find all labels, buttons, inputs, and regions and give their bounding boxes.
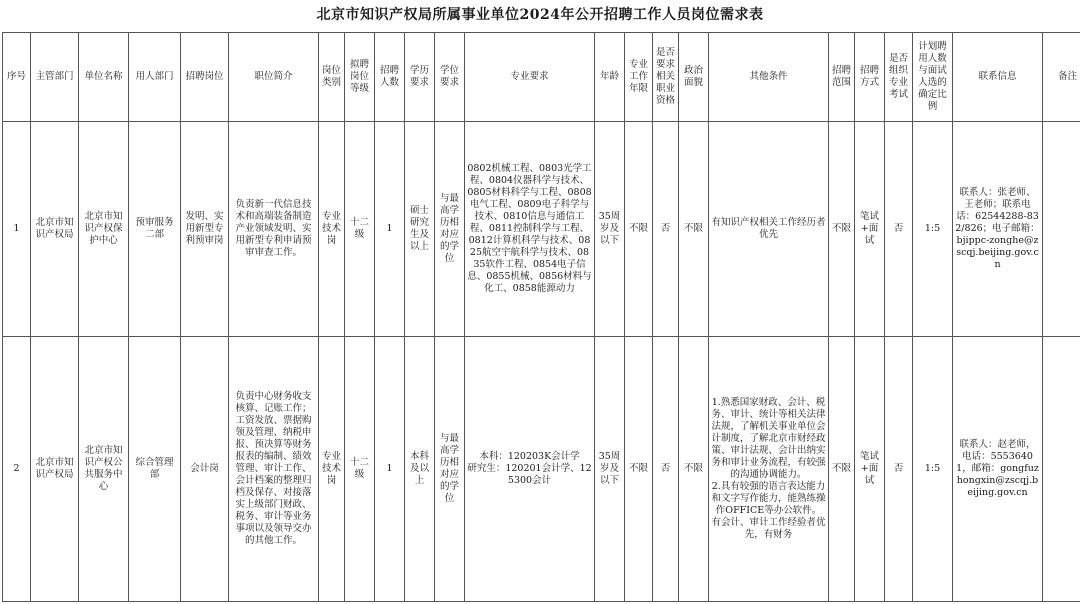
- cell-level: 十二级: [345, 337, 375, 602]
- cell-degree: 与最高学历相对应的学位: [435, 337, 465, 602]
- cell-unit: 北京市知识产权保护中心: [79, 122, 129, 337]
- table-row: [3, 122, 1080, 337]
- table-header-row: [3, 33, 1080, 122]
- cell-age: 35周岁及以下: [595, 337, 625, 602]
- header-exam: 是否组织专业考试: [885, 33, 913, 122]
- header-scope: 招聘范围: [829, 33, 855, 122]
- cell-unit: 北京市知识产权公共服务中心: [79, 337, 129, 602]
- cell-contact: 联系人：赵老师，电话：55536401，邮箱：gongfuzhongxin@zscqj.beijing.gov.cn: [953, 337, 1043, 602]
- header-employer: 用人部门: [129, 33, 181, 122]
- header-unit: 单位名称: [79, 33, 129, 122]
- cell-years: 不限: [625, 122, 653, 337]
- cell-seq: 1: [3, 122, 31, 337]
- cell-remark: [1043, 337, 1080, 602]
- cell-ratio: 1:5: [913, 122, 953, 337]
- cell-category: 专业技术岗: [319, 122, 345, 337]
- cell-employer: 预审服务二部: [129, 122, 181, 337]
- cell-seq: 2: [3, 337, 31, 602]
- cell-exam: 否: [885, 122, 913, 337]
- cell-category: 专业技术岗: [319, 337, 345, 602]
- header-contact: 联系信息: [953, 33, 1043, 122]
- cell-other: 1.熟悉国家财政、会计、税务、审计、统计等相关法律法规，了解机关事业单位会计制度，了解北京市财经政策、审计法规、会计出纳实务和审计业务流程，有较强的沟通协调能力。 2.具有较强的语言表达能力和文字写作能力，能熟练操作OFFICE等办公软件。 有会计、审计工作经验者优先，有财务: [709, 337, 829, 602]
- header-degree: 学位要求: [435, 33, 465, 122]
- cell-qual: 否: [653, 337, 679, 602]
- cell-count: 1: [375, 337, 405, 602]
- cell-level: 十二级: [345, 122, 375, 337]
- cell-political: 不限: [679, 337, 709, 602]
- header-seq: 序号: [3, 33, 31, 122]
- cell-major: 0802机械工程、0803光学工程、0804仪器科学与技术、0805材料科学与工程、0808电气工程、0809电子科学与技术、0810信息与通信工程、0811控制科学与工程、0812计算机科学与技术、0825航空宇航科学与技术、0835软件工程、0854电子信息、0855机械、0856材料与化工、0858能源动力: [465, 122, 595, 337]
- header-intro: 职位简介: [229, 33, 319, 122]
- cell-method: 笔试+面试: [855, 122, 885, 337]
- cell-employer: 综合管理部: [129, 337, 181, 602]
- header-age: 年龄: [595, 33, 625, 122]
- cell-post: 发明、实用新型专利预审岗: [181, 122, 229, 337]
- cell-dept: 北京市知识产权局: [31, 122, 79, 337]
- cell-count: 1: [375, 122, 405, 337]
- table-row: [3, 337, 1080, 602]
- cell-qual: 否: [653, 122, 679, 337]
- cell-method: 笔试+面试: [855, 337, 885, 602]
- header-remark: 备注: [1043, 33, 1080, 122]
- header-years: 专业工作年限: [625, 33, 653, 122]
- header-political: 政治面貌: [679, 33, 709, 122]
- header-edu: 学历要求: [405, 33, 435, 122]
- header-post: 招聘岗位: [181, 33, 229, 122]
- header-level: 拟聘岗位等级: [345, 33, 375, 122]
- header-dept: 主管部门: [31, 33, 79, 122]
- cell-age: 35周岁及以下: [595, 122, 625, 337]
- cell-post: 会计岗: [181, 337, 229, 602]
- cell-edu: 本科及以上: [405, 337, 435, 602]
- cell-exam: 否: [885, 337, 913, 602]
- header-other: 其他条件: [709, 33, 829, 122]
- cell-other: 有知识产权相关工作经历者优先: [709, 122, 829, 337]
- cell-intro: 负责新一代信息技术和高端装备制造产业领域发明、实用新型专利申请预审审查工作。: [229, 122, 319, 337]
- cell-intro: 负责中心财务收支核算、记账工作；工资发放、票据购领及管理、纳税申报、预决算等财务报表的编制、绩效管理、审计工作、会计档案的整理归档及保存、对接落实上级部门财政、税务、审计等业务事项以及领导交办的其他工作。: [229, 337, 319, 602]
- header-method: 招聘方式: [855, 33, 885, 122]
- cell-degree: 与最高学历相对应的学位: [435, 122, 465, 337]
- job-requirements-table: [2, 32, 1080, 602]
- header-major: 专业要求: [465, 33, 595, 122]
- cell-ratio: 1:5: [913, 337, 953, 602]
- cell-years: 不限: [625, 337, 653, 602]
- cell-scope: 不限: [829, 337, 855, 602]
- cell-contact: 联系人：张老师、王老师；联系电话：62544288-832/826；电子邮箱：bjippc-zonghe@zscqj.beijing.gov.cn: [953, 122, 1043, 337]
- header-count: 招聘人数: [375, 33, 405, 122]
- cell-remark: [1043, 122, 1080, 337]
- header-ratio: 计划聘用人数与面试人选的确定比例: [913, 33, 953, 122]
- cell-major: 本科：120203K会计学 研究生：120201会计学、125300会计: [465, 337, 595, 602]
- document-title: 北京市知识产权局所属事业单位2024年公开招聘工作人员岗位需求表: [316, 7, 764, 23]
- header-category: 岗位类别: [319, 33, 345, 122]
- header-qual: 是否要求相关职业资格: [653, 33, 679, 122]
- cell-political: 不限: [679, 122, 709, 337]
- cell-edu: 硕士研究生及以上: [405, 122, 435, 337]
- cell-dept: 北京市知识产权局: [31, 337, 79, 602]
- cell-scope: 不限: [829, 122, 855, 337]
